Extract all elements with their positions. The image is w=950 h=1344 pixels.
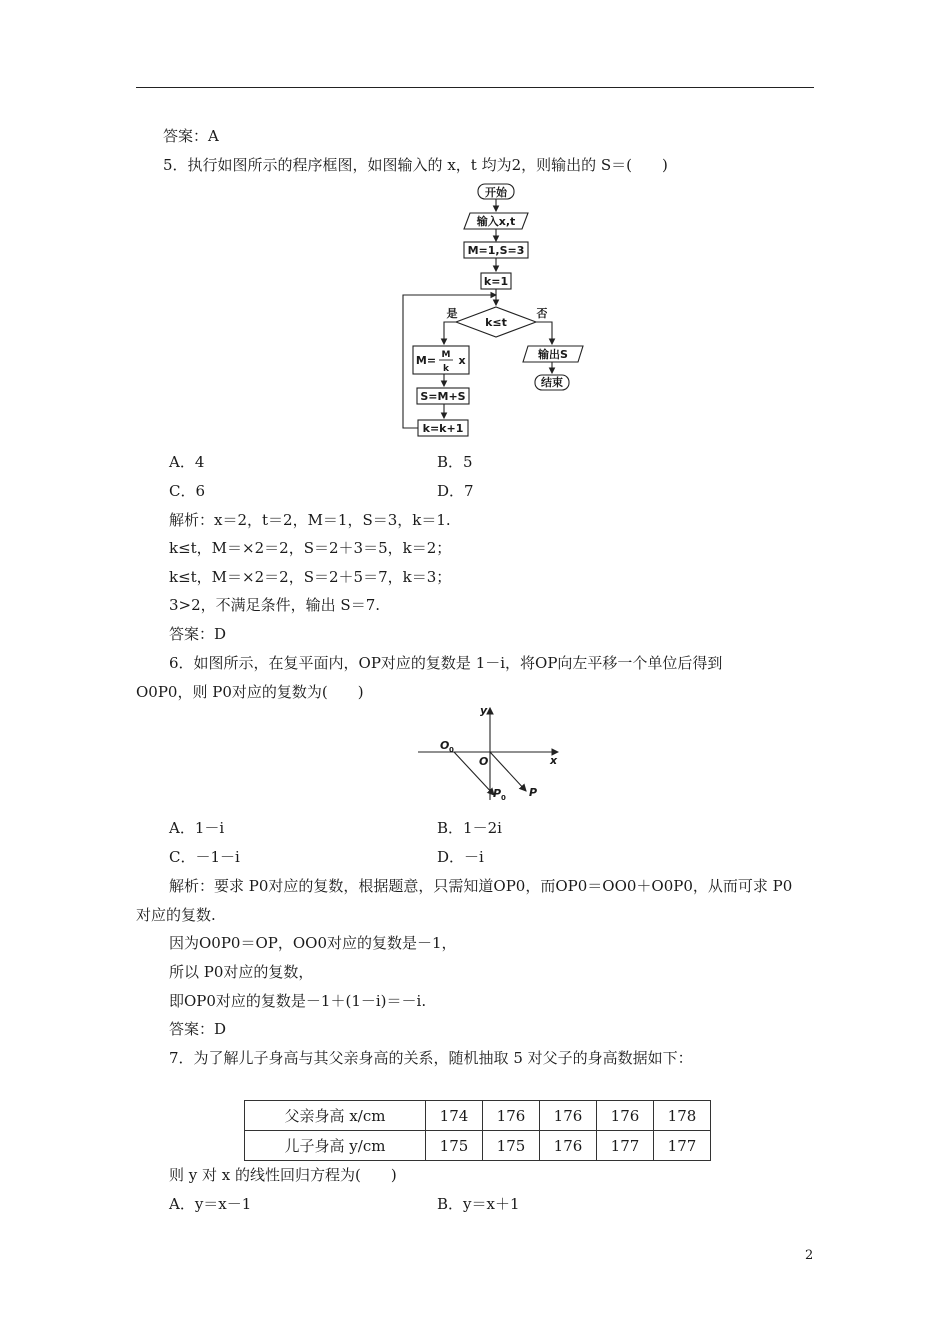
q6-solution-line-1: 解析：要求 P0对应的复数，根据题意，只需知道OP0，而OP0＝OO0＋O0P0，从而可求 P0	[169, 877, 793, 895]
table-row-header-father: 父亲身高 x/cm	[245, 1101, 426, 1131]
q4-answer: 答案：A	[163, 127, 219, 145]
table-cell: 178	[654, 1101, 711, 1131]
q5-option-a: A．4	[169, 453, 205, 471]
q6-solution-line-5: 即OP0对应的复数是－1＋(1－i)＝－i.	[169, 992, 427, 1010]
table-cell: 177	[597, 1131, 654, 1161]
vector-op	[490, 752, 526, 791]
flow-init-label: M=1,S=3	[467, 244, 525, 257]
flow-no-label: 否	[536, 307, 548, 320]
q6-stem-line-1: 6．如图所示，在复平面内，OP对应的复数是 1－i，将OP向左平移一个单位后得到	[169, 654, 723, 672]
flow-m-x: x	[458, 354, 466, 367]
table-row	[245, 1101, 711, 1131]
table-cell: 176	[540, 1131, 597, 1161]
q6-option-b: B．1－2i	[437, 819, 502, 837]
q6-complex-plane-figure	[418, 702, 568, 806]
flow-k-init-label: k=1	[483, 275, 509, 288]
q5-answer: 答案：D	[169, 625, 227, 643]
p0-label-sub: 0	[501, 794, 506, 802]
table-cell: 175	[483, 1131, 540, 1161]
q6-solution-line-4: 所以 P0对应的复数，	[169, 963, 314, 981]
q5-option-b: B．5	[437, 453, 473, 471]
table-row	[245, 1131, 711, 1161]
q5-solution-line-3: k≤t，M＝×2＝2，S＝2＋5＝7，k＝3；	[169, 568, 452, 586]
table-cell: 176	[597, 1101, 654, 1131]
page-number: 2	[805, 1248, 814, 1263]
flow-m-lhs: M=	[415, 354, 437, 367]
p-label: P	[529, 786, 538, 799]
flow-start-label: 开始	[485, 186, 507, 199]
flow-yes-label: 是	[446, 307, 458, 320]
q5-option-c: C．6	[169, 482, 206, 500]
o0-label: O	[440, 739, 450, 752]
p0-label: P	[493, 787, 502, 800]
flow-s-update-label: S=M+S	[420, 390, 466, 403]
q7-option-b: B．y＝x＋1	[437, 1195, 520, 1213]
flow-m-numerator: M	[441, 350, 451, 360]
q6-stem-line-2: O0P0，则 P0对应的复数为( )	[136, 683, 364, 701]
q5-option-d: D．7	[437, 482, 474, 500]
table-row-header-son: 儿子身高 y/cm	[245, 1131, 426, 1161]
x-axis-label: x	[550, 754, 558, 767]
origin-label: O	[479, 755, 489, 768]
q7-question: 则 y 对 x 的线性回归方程为( )	[169, 1166, 397, 1184]
flow-output-label: 输出S	[538, 348, 568, 361]
q7-stem: 7．为了解儿子身高与其父亲身高的关系，随机抽取 5 对父子的身高数据如下：	[169, 1049, 693, 1067]
header-rule	[136, 87, 814, 88]
o0-label-sub: 0	[449, 746, 454, 754]
q5-flowchart	[395, 180, 610, 442]
q5-solution-line-4: 3>2，不满足条件，输出 S＝7.	[169, 596, 381, 614]
q7-height-table	[244, 1100, 711, 1161]
q6-option-d: D．－i	[437, 848, 484, 866]
flow-input-label: 输入x,t	[476, 215, 516, 228]
q7-option-a: A．y＝x－1	[169, 1195, 252, 1213]
flow-condition-label: k≤t	[485, 316, 507, 329]
flow-m-denominator: k	[443, 364, 449, 374]
q5-solution-line-2: k≤t，M＝×2＝2，S＝2＋3＝5，k＝2；	[169, 539, 452, 557]
flow-end-label: 结束	[541, 376, 563, 389]
q6-solution-line-3: 因为O0P0＝OP，OO0对应的复数是－1，	[169, 934, 457, 952]
flow-k-update-label: k=k+1	[422, 422, 464, 435]
q6-option-c: C．－1－i	[169, 848, 240, 866]
table-cell: 177	[654, 1131, 711, 1161]
table-cell: 175	[426, 1131, 483, 1161]
table-cell: 176	[540, 1101, 597, 1131]
q5-solution-line-1: 解析：x＝2，t＝2，M＝1，S＝3，k＝1.	[169, 511, 451, 529]
q6-answer: 答案：D	[169, 1020, 227, 1038]
table-cell: 176	[483, 1101, 540, 1131]
y-axis-label: y	[480, 704, 488, 717]
q5-stem: 5．执行如图所示的程序框图，如图输入的 x，t 均为2，则输出的 S＝( )	[163, 156, 668, 174]
q6-option-a: A．1－i	[169, 819, 225, 837]
table-cell: 174	[426, 1101, 483, 1131]
q6-solution-line-2: 对应的复数.	[136, 906, 216, 924]
